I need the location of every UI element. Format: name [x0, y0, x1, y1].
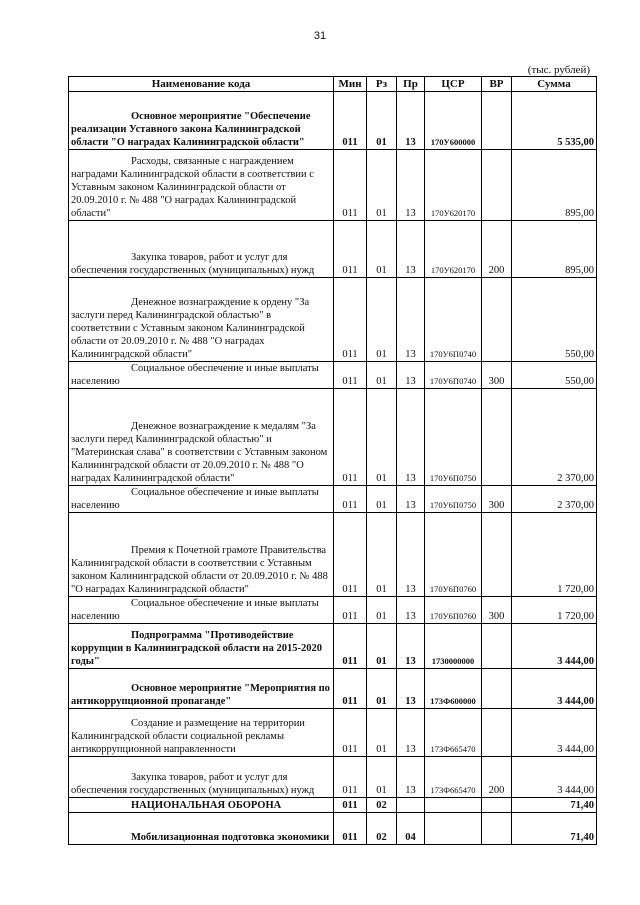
csr-cell: 170У600000	[425, 92, 482, 150]
min-cell: 011	[334, 92, 367, 150]
rz-cell: 01	[367, 709, 397, 757]
row-name-text: Премия к Почетной грамоте Правительства Калининградской области в соответствии с Уставным законом Калининградской области от 20.09.2010 г. № 488 "О наградах Калининградской области"	[71, 545, 328, 595]
pr-cell: 13	[397, 221, 425, 278]
vr-cell	[482, 798, 512, 813]
name-cell	[69, 513, 334, 597]
pr-cell: 13	[397, 513, 425, 597]
sum-cell: 71,40	[512, 798, 597, 813]
pr-cell	[397, 798, 425, 813]
name-cell	[69, 362, 334, 389]
pr-cell: 13	[397, 389, 425, 486]
header-csr: ЦСР	[425, 77, 482, 92]
name-cell	[69, 150, 334, 221]
min-cell: 011	[334, 669, 367, 709]
table-row	[69, 278, 597, 362]
min-cell: 011	[334, 362, 367, 389]
pr-cell: 13	[397, 486, 425, 513]
units-label: (тыс. рублей)	[527, 64, 590, 76]
name-cell	[69, 669, 334, 709]
vr-cell: 200	[482, 757, 512, 798]
name-cell	[69, 221, 334, 278]
vr-cell: 300	[482, 362, 512, 389]
csr-cell: 173Ф665470	[425, 757, 482, 798]
table-row	[69, 92, 597, 150]
table-row	[69, 597, 597, 624]
csr-cell: 170У6П0760	[425, 597, 482, 624]
pr-cell: 04	[397, 813, 425, 845]
name-cell	[69, 389, 334, 486]
csr-cell	[425, 813, 482, 845]
table-row	[69, 221, 597, 278]
table-row	[69, 624, 597, 669]
vr-cell	[482, 513, 512, 597]
table-row	[69, 513, 597, 597]
sum-cell: 550,00	[512, 362, 597, 389]
vr-cell	[482, 150, 512, 221]
table-row	[69, 709, 597, 757]
row-name-text: Социальное обеспечение и иные выплаты населению	[71, 487, 319, 511]
vr-cell	[482, 669, 512, 709]
table-body	[69, 92, 597, 845]
min-cell: 011	[334, 798, 367, 813]
vr-cell: 200	[482, 221, 512, 278]
table-row	[69, 669, 597, 709]
sum-cell: 3 444,00	[512, 624, 597, 669]
min-cell: 011	[334, 389, 367, 486]
sum-cell: 1 720,00	[512, 513, 597, 597]
pr-cell: 13	[397, 362, 425, 389]
pr-cell: 13	[397, 278, 425, 362]
csr-cell	[425, 798, 482, 813]
rz-cell: 01	[367, 624, 397, 669]
csr-cell: 170У6П0740	[425, 362, 482, 389]
header-rz: Рз	[367, 77, 397, 92]
sum-cell: 2 370,00	[512, 389, 597, 486]
rz-cell: 01	[367, 757, 397, 798]
min-cell: 011	[334, 150, 367, 221]
row-name-text: Денежное вознаграждение к ордену "За заслуги перед Калининградской областью" в соответствии с Уставным законом Калининградской области от 20.09.2010 г. № 488 "О наградах Калининградской области"	[71, 297, 310, 360]
min-cell: 011	[334, 278, 367, 362]
row-name-text: Закупка товаров, работ и услуг для обеспечения государственных (муниципальных) нужд	[71, 772, 315, 796]
min-cell: 011	[334, 513, 367, 597]
rz-cell: 01	[367, 486, 397, 513]
table-header-row	[69, 77, 597, 92]
csr-cell: 170У6П0750	[425, 389, 482, 486]
table-row	[69, 486, 597, 513]
rz-cell: 01	[367, 513, 397, 597]
row-name-text: Основное мероприятие "Обеспечение реализации Уставного закона Калининградской области "О наградах Калининградской области"	[71, 111, 311, 148]
min-cell: 011	[334, 486, 367, 513]
sum-cell: 2 370,00	[512, 486, 597, 513]
rz-cell: 01	[367, 597, 397, 624]
row-name-text: Закупка товаров, работ и услуг для обеспечения государственных (муниципальных) нужд	[71, 252, 315, 276]
name-cell	[69, 624, 334, 669]
csr-cell: 173Ф665470	[425, 709, 482, 757]
row-name-text: Социальное обеспечение и иные выплаты населению	[71, 363, 319, 387]
pr-cell: 13	[397, 150, 425, 221]
rz-cell: 01	[367, 669, 397, 709]
vr-cell	[482, 389, 512, 486]
vr-cell: 300	[482, 486, 512, 513]
rz-cell: 01	[367, 92, 397, 150]
table-row	[69, 362, 597, 389]
table-row	[69, 798, 597, 813]
vr-cell	[482, 813, 512, 845]
pr-cell: 13	[397, 92, 425, 150]
rz-cell: 02	[367, 813, 397, 845]
row-name-text: Подпрограмма "Противодействие коррупции в Калининградской области на 2015-2020 годы"	[71, 630, 322, 667]
vr-cell	[482, 709, 512, 757]
sum-cell: 3 444,00	[512, 757, 597, 798]
rz-cell: 01	[367, 150, 397, 221]
csr-cell: 170У6П0740	[425, 278, 482, 362]
table-row	[69, 389, 597, 486]
sum-cell: 895,00	[512, 221, 597, 278]
table-row	[69, 813, 597, 845]
vr-cell	[482, 278, 512, 362]
rz-cell: 01	[367, 221, 397, 278]
vr-cell	[482, 92, 512, 150]
row-name-text: Создание и размещение на территории Калининградской области социальной рекламы антикоррупционной направленности	[71, 718, 305, 755]
csr-cell: 170У620170	[425, 221, 482, 278]
min-cell: 011	[334, 813, 367, 845]
table-row	[69, 150, 597, 221]
sum-cell: 5 535,00	[512, 92, 597, 150]
page-number: 31	[313, 30, 327, 42]
row-name-text: Расходы, связанные с награждением наградами Калининградской области в соответствии с Уставным законом Калининградской области от 20.09.2010 г. № 488 "О наградах Калининградской области"	[71, 156, 314, 219]
name-cell	[69, 709, 334, 757]
pr-cell: 13	[397, 709, 425, 757]
row-name-text: Мобилизационная подготовка экономики	[131, 832, 330, 843]
header-vr: ВР	[482, 77, 512, 92]
name-cell	[69, 278, 334, 362]
rz-cell: 01	[367, 278, 397, 362]
row-name-text: НАЦИОНАЛЬНАЯ ОБОРОНА	[131, 800, 282, 811]
name-cell	[69, 813, 334, 845]
min-cell: 011	[334, 624, 367, 669]
name-cell	[69, 597, 334, 624]
pr-cell: 13	[397, 757, 425, 798]
header-pr: Пр	[397, 77, 425, 92]
name-cell	[69, 486, 334, 513]
csr-cell: 170У6П0750	[425, 486, 482, 513]
csr-cell: 173Ф600000	[425, 669, 482, 709]
rz-cell: 01	[367, 362, 397, 389]
sum-cell: 71,40	[512, 813, 597, 845]
sum-cell: 550,00	[512, 278, 597, 362]
budget-table	[68, 76, 597, 845]
pr-cell: 13	[397, 597, 425, 624]
vr-cell	[482, 624, 512, 669]
row-name-text: Основное мероприятие "Мероприятия по антикоррупционной пропаганде"	[71, 683, 330, 707]
name-cell	[69, 798, 334, 813]
csr-cell: 170У620170	[425, 150, 482, 221]
sum-cell: 1 720,00	[512, 597, 597, 624]
min-cell: 011	[334, 221, 367, 278]
sum-cell: 895,00	[512, 150, 597, 221]
header-min: Мин	[334, 77, 367, 92]
table-row	[69, 757, 597, 798]
pr-cell: 13	[397, 624, 425, 669]
header-sum: Сумма	[512, 77, 597, 92]
rz-cell: 02	[367, 798, 397, 813]
min-cell: 011	[334, 709, 367, 757]
vr-cell: 300	[482, 597, 512, 624]
rz-cell: 01	[367, 389, 397, 486]
row-name-text: Социальное обеспечение и иные выплаты населению	[71, 598, 319, 622]
csr-cell: 1730000000	[425, 624, 482, 669]
name-cell	[69, 757, 334, 798]
pr-cell: 13	[397, 669, 425, 709]
header-name: Наименование кода	[69, 77, 334, 92]
min-cell: 011	[334, 597, 367, 624]
name-cell	[69, 92, 334, 150]
csr-cell: 170У6П0760	[425, 513, 482, 597]
sum-cell: 3 444,00	[512, 669, 597, 709]
sum-cell: 3 444,00	[512, 709, 597, 757]
min-cell: 011	[334, 757, 367, 798]
row-name-text: Денежное вознаграждение к медалям "За заслуги перед Калининградской областью" и "Материнская слава" в соответствии с Уставным законом Калининградской области от 20.09.2010 г. № 488 "О наградах Калининградской области"	[71, 421, 328, 484]
